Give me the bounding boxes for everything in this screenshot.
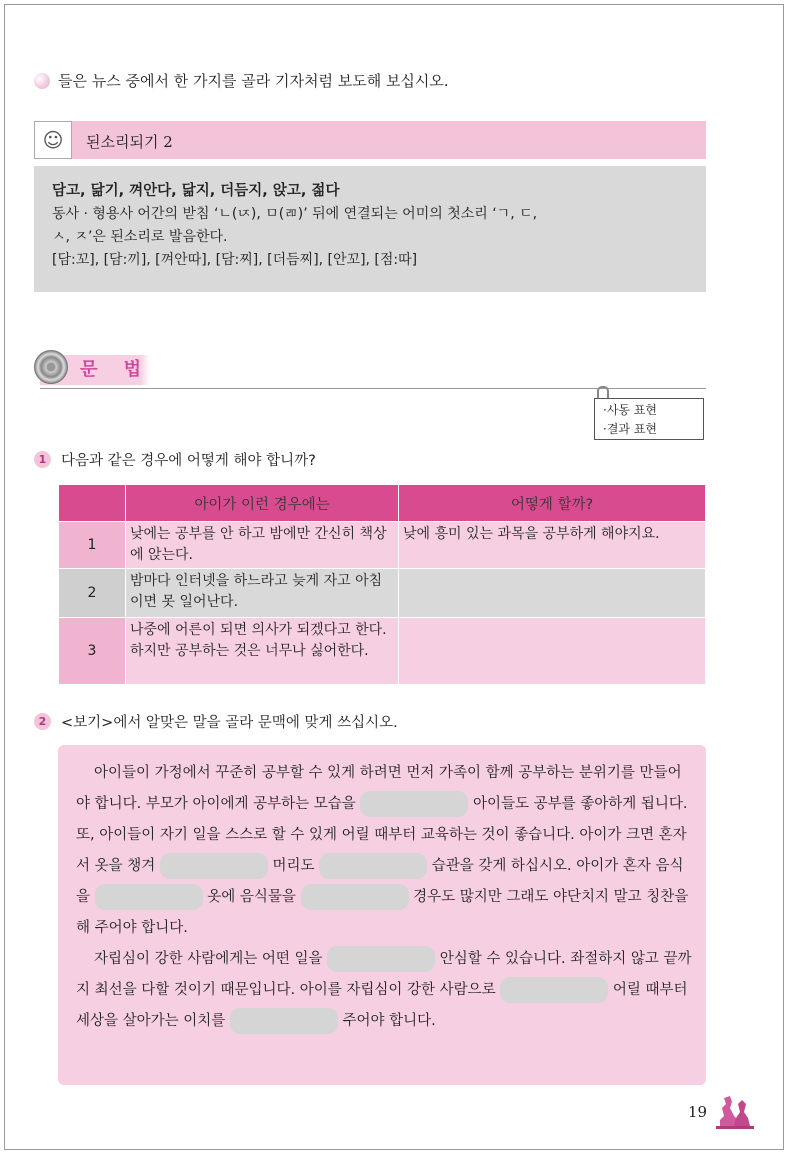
intro-text: 들은 뉴스 중에서 한 가지를 골라 기자처럼 보도해 보십시오. bbox=[58, 72, 449, 90]
question-text: 다음과 같은 경우에 어떻게 해야 합니까? bbox=[61, 453, 316, 469]
question-number: 1 bbox=[34, 451, 51, 468]
answer-blank[interactable] bbox=[319, 853, 427, 879]
answer-blank[interactable] bbox=[360, 791, 468, 817]
exercise-table bbox=[58, 484, 706, 685]
row-answer-blank[interactable] bbox=[399, 618, 706, 685]
page-number: 19 bbox=[688, 1103, 708, 1121]
pronunciation-content bbox=[52, 180, 692, 272]
grammar-tags bbox=[594, 398, 704, 440]
row-case: 밤마다 인터넷을 하느라고 늦게 자고 아침이면 못 일어난다. bbox=[126, 569, 399, 618]
passage-text bbox=[76, 758, 692, 1037]
answer-blank[interactable] bbox=[160, 853, 268, 879]
passage-segment: 어릴 때부터 세상을 살아가는 이치를 bbox=[76, 982, 688, 1029]
answer-blank[interactable] bbox=[327, 946, 435, 972]
question-number: 2 bbox=[34, 713, 51, 730]
passage-segment: 자립심이 강한 사람에게는 어떤 일을 bbox=[94, 951, 323, 967]
tag-causative: ·사동 표현 bbox=[603, 403, 657, 417]
grammar-title: 문 법 bbox=[80, 359, 152, 380]
row-case: 낮에는 공부를 안 하고 밤에만 간신히 책상에 앉는다. bbox=[126, 522, 399, 569]
intro-line bbox=[34, 70, 449, 91]
pronunciation-readings: [담:꼬], [담:끼], [껴안따], [담:찌], [더듬찌], [안꼬], [점:따] bbox=[52, 252, 418, 268]
table-row bbox=[59, 618, 706, 685]
passage-segment: 주어야 합니다. bbox=[342, 1013, 436, 1029]
pronunciation-rule-line1: 동사 · 형용사 어간의 받침 ‘ㄴ(ㄵ), ㅁ(ㄻ)’ 뒤에 연결되는 어미의 첫소리 ‘ㄱ, ㄷ, bbox=[52, 206, 538, 222]
passage-segment: 안심할 수 있습니다. 좌절하지 않고 끝까지 최선을 다할 것이기 때문입니다. 아이를 자립심이 강한 사람으로 bbox=[76, 951, 692, 998]
passage-segment: 습관을 갖게 하십시오. 아이가 혼자 음식을 bbox=[76, 858, 684, 905]
row-number: 1 bbox=[59, 522, 126, 569]
pronunciation-title: 된소리되기 2 bbox=[86, 133, 173, 151]
header-answer: 어떻게 할까? bbox=[399, 485, 706, 522]
pronunciation-examples: 담고, 닮기, 껴안다, 닮지, 더듬지, 앉고, 젊다 bbox=[52, 183, 340, 199]
pronunciation-rule-line2: ㅅ, ㅈ’은 된소리로 발음한다. bbox=[52, 229, 228, 245]
row-answer: 낮에 흥미 있는 과목을 공부하게 해야지요. bbox=[399, 522, 706, 569]
disc-icon bbox=[34, 350, 68, 384]
row-case: 나중에 어른이 되면 의사가 되겠다고 한다. 하지만 공부하는 것은 너무나 싫어한다. bbox=[126, 618, 399, 685]
question-text: <보기>에서 알맞은 말을 골라 문맥에 맞게 쓰십시오. bbox=[61, 715, 398, 731]
header-case: 아이가 이런 경우에는 bbox=[126, 485, 399, 522]
passage-segment: 옷에 음식물을 bbox=[207, 889, 296, 905]
passage-segment: 아이들도 공부를 좋아하게 됩니다. 또, 아이들이 자기 일을 스스로 할 수 있게 어릴 때부터 교육하는 것이 좋습니다. 아이가 크면 혼자서 옷을 챙겨 bbox=[76, 796, 688, 874]
answer-blank[interactable] bbox=[301, 884, 409, 910]
tag-result: ·결과 표현 bbox=[603, 422, 657, 436]
header-number bbox=[59, 485, 126, 522]
passage-segment: 아이들이 가정에서 꾸준히 공부할 수 있게 하려면 먼저 가족이 함께 공부하는 분위기를 만들어야 합니다. 부모가 아이에게 공부하는 모습을 bbox=[76, 765, 682, 812]
question-2 bbox=[34, 711, 398, 732]
question-1 bbox=[34, 449, 316, 470]
passage-segment: 경우도 많지만 그래도 야단치지 말고 칭찬을 해 주어야 합니다. bbox=[76, 889, 689, 936]
row-number: 2 bbox=[59, 569, 126, 618]
speaking-face-icon: ☺ bbox=[34, 121, 72, 159]
table-header-row bbox=[59, 485, 706, 522]
chess-pieces-icon bbox=[712, 1086, 756, 1130]
answer-blank[interactable] bbox=[95, 884, 203, 910]
answer-blank[interactable] bbox=[500, 977, 608, 1003]
table-row bbox=[59, 522, 706, 569]
answer-blank[interactable] bbox=[230, 1008, 338, 1034]
bullet-icon bbox=[34, 73, 50, 89]
row-number: 3 bbox=[59, 618, 126, 685]
table-row bbox=[59, 569, 706, 618]
passage-segment: 머리도 bbox=[272, 858, 315, 874]
row-answer-blank[interactable] bbox=[399, 569, 706, 618]
